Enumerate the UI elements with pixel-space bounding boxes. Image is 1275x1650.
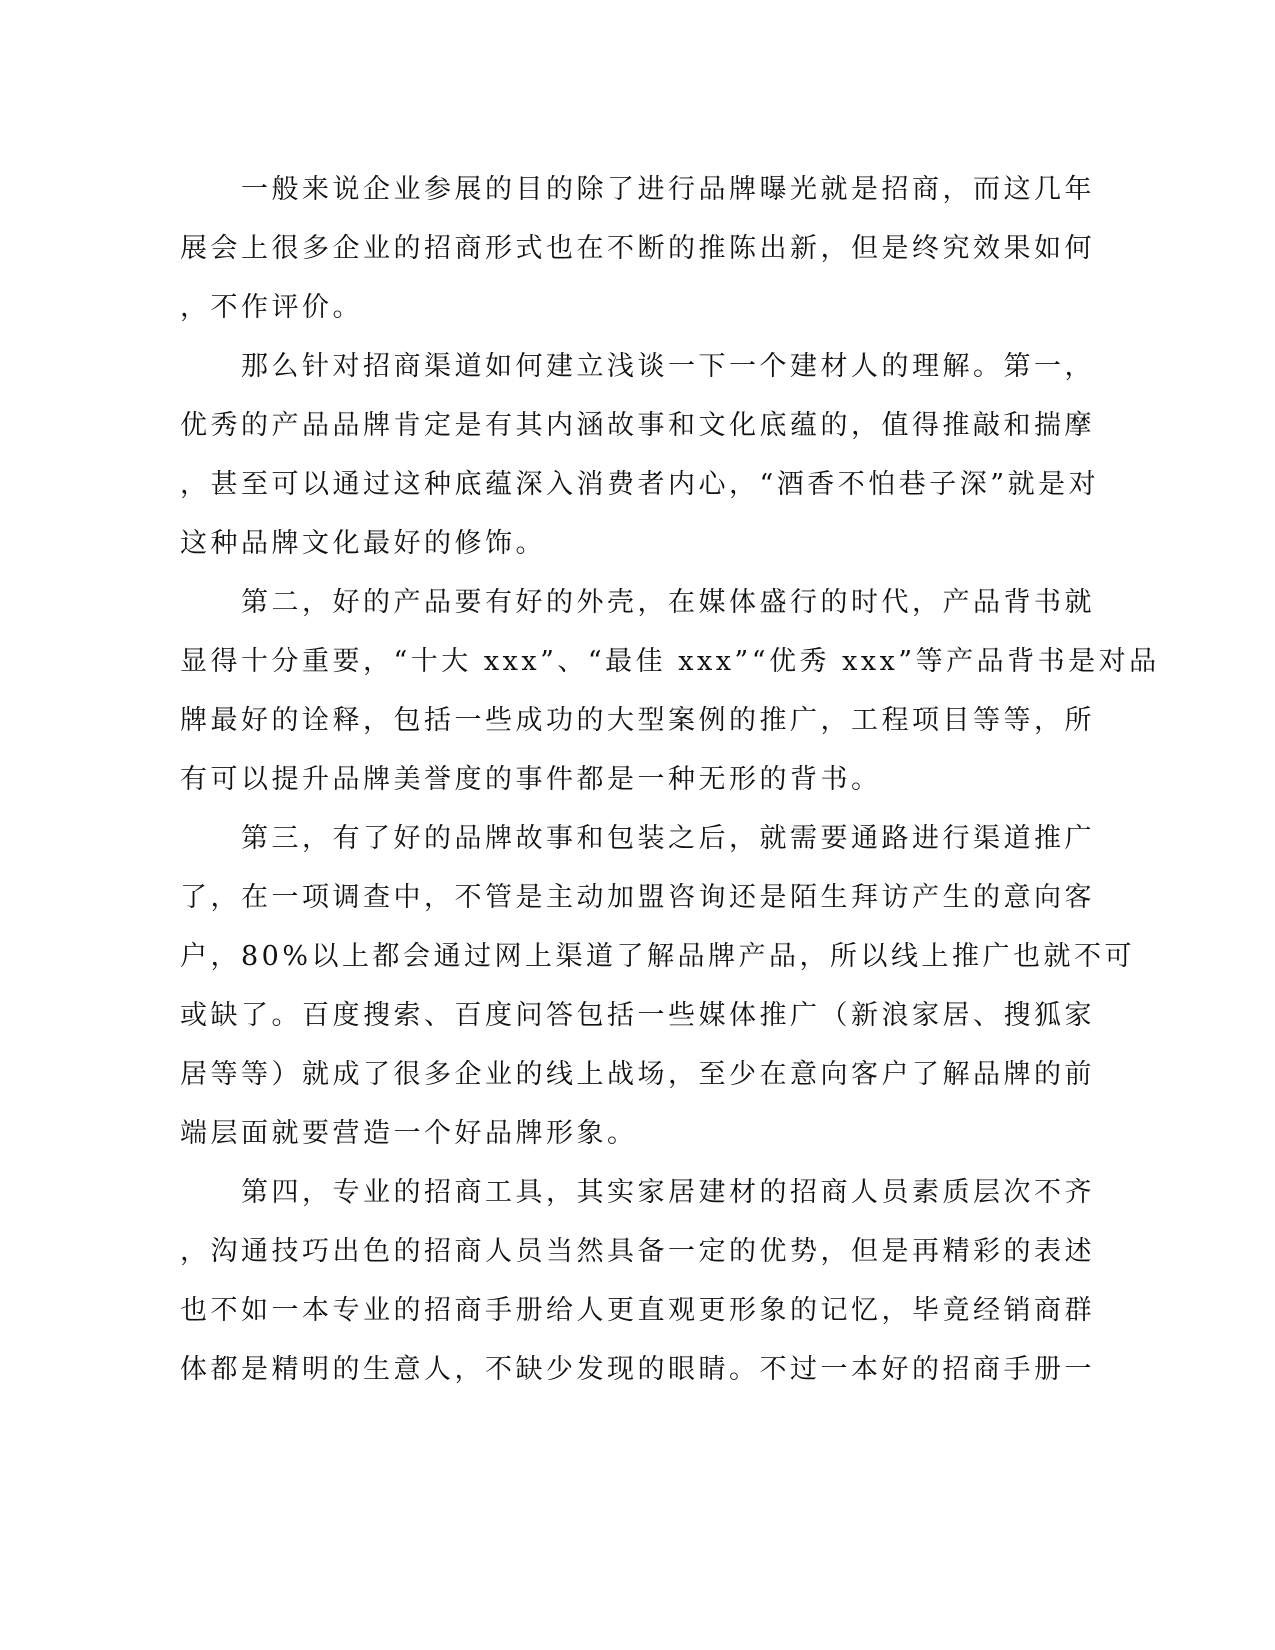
text-line: 第三，有了好的品牌故事和包装之后，就需要通路进行渠道推广 (180, 823, 1095, 854)
text-line: 了，在一项调查中，不管是主动加盟咨询还是陌生拜访产生的意向客 (180, 882, 1095, 913)
text-line: ，甚至可以通过这种底蕴深入消费者内心，“酒香不怕巷子深”就是对 (180, 469, 1100, 500)
body-text (180, 160, 1160, 1399)
text-line: 那么针对招商渠道如何建立浅谈一下一个建材人的理解。第一， (180, 351, 1095, 382)
text-line: 有可以提升品牌美誉度的事件都是一种无形的背书。 (180, 764, 882, 795)
text-line: 这种品牌文化最好的修饰。 (180, 528, 546, 559)
text-line: 优秀的产品品牌肯定是有其内涵故事和文化底蕴的，值得推敲和揣摩 (180, 410, 1095, 441)
text-line: 体都是精明的生意人，不缺少发现的眼睛。不过一本好的招商手册一 (180, 1354, 1095, 1385)
text-line: 显得十分重要，“十大 xxx”、“最佳 xxx”“优秀 xxx”等产品背书是对品 (180, 646, 1160, 677)
text-line: 第二，好的产品要有好的外壳，在媒体盛行的时代，产品背书就 (180, 587, 1095, 618)
text-line: 牌最好的诠释，包括一些成功的大型案例的推广，工程项目等等，所 (180, 705, 1095, 736)
text-line: 第四，专业的招商工具，其实家居建材的招商人员素质层次不齐 (180, 1177, 1095, 1208)
text-line: 展会上很多企业的招商形式也在不断的推陈出新，但是终究效果如何 (180, 233, 1095, 264)
text-line: 一般来说企业参展的目的除了进行品牌曝光就是招商，而这几年 (180, 174, 1095, 205)
text-line: 或缺了。百度搜索、百度问答包括一些媒体推广（新浪家居、搜狐家 (180, 1000, 1095, 1031)
text-line: ，不作评价。 (180, 292, 363, 323)
text-line: 端层面就要营造一个好品牌形象。 (180, 1118, 638, 1149)
text-line: ，沟通技巧出色的招商人员当然具备一定的优势，但是再精彩的表述 (180, 1236, 1095, 1267)
text-line: 居等等）就成了很多企业的线上战场，至少在意向客户了解品牌的前 (180, 1059, 1095, 1090)
text-line: 也不如一本专业的招商手册给人更直观更形象的记忆，毕竟经销商群 (180, 1295, 1095, 1326)
text-line: 户，80%以上都会通过网上渠道了解品牌产品，所以线上推广也就不可 (180, 941, 1136, 972)
